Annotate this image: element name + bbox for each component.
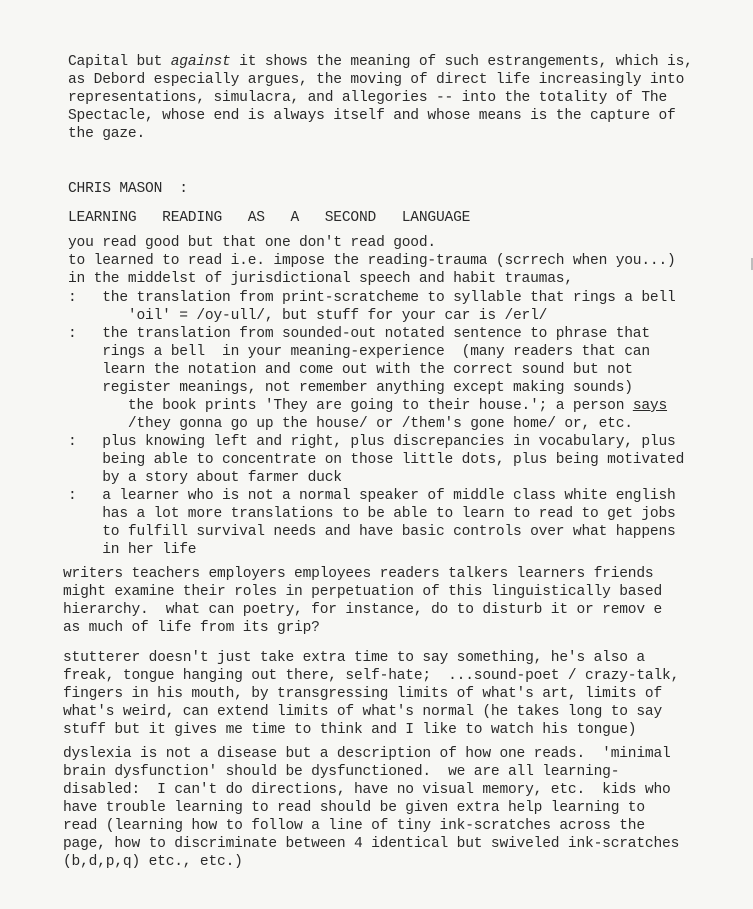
writers-line-4: as much of life from its grip?	[63, 620, 320, 636]
item2-line-3: learn the notation and come out with the correct sound but not	[68, 362, 633, 378]
dyslexia-line-1: dyslexia is not a disease but a description of how one reads. 'minimal	[63, 746, 671, 762]
intro-line-3: representations, simulacra, and allegories -- into the totality of The	[68, 90, 668, 106]
author-name: CHRIS MASON :	[68, 181, 188, 197]
item3-line-1: : plus knowing left and right, plus discrepancies in vocabulary, plus	[68, 434, 676, 450]
dyslexia-line-4: have trouble learning to read should be given extra help learning to	[63, 800, 645, 816]
intro-line-4: Spectacle, whose end is always itself and whose means is the capture of	[68, 108, 676, 124]
opening-line-2: to learned to read i.e. impose the reading-trauma (scrrech when you...)	[68, 253, 676, 269]
dyslexia-line-2: brain dysfunction' should be dysfunctioned. we are all learning-	[63, 764, 620, 780]
opening-line-3: in the middelst of jurisdictional speech and habit traumas,	[68, 271, 573, 287]
underlined-word: says	[632, 398, 668, 414]
item4-line-1: : a learner who is not a normal speaker of middle class white english	[68, 488, 676, 504]
intro-line-2: as Debord especially argues, the moving of direct life increasingly into	[68, 72, 685, 88]
item3-line-3: by a story about farmer duck	[68, 470, 342, 486]
item2-line-2: rings a bell in your meaning-experience (many readers that can	[68, 344, 650, 360]
item1-line-2: 'oil' = /oy-ull/, but stuff for your car is /erl/	[68, 308, 548, 324]
item2-example-line-2: /they gonna go up the house/ or /them's gone home/ or, etc.	[68, 416, 633, 432]
stutterer-line-5: stuff but it gives me time to think and I like to watch his tongue)	[63, 722, 637, 738]
item2-example-line-1: the book prints 'They are going to their house.'; a person says	[68, 398, 668, 414]
writers-line-2: might examine their roles in perpetuation of this linguistically based	[63, 584, 663, 600]
stutterer-line-2: freak, tongue hanging out there, self-hate; ...sound-poet / crazy-talk,	[63, 668, 680, 684]
item2-line-1: : the translation from sounded-out notated sentence to phrase that	[68, 326, 650, 342]
item1-line-1: : the translation from print-scratcheme to syllable that rings a bell	[68, 290, 676, 306]
writers-line-1: writers teachers employers employees readers talkers learners friends	[63, 566, 654, 582]
intro-line-5: the gaze.	[68, 126, 146, 142]
opening-line-1: you read good but that one don't read good.	[68, 235, 436, 251]
emphasized-word: against	[170, 54, 231, 70]
dyslexia-line-7: (b,d,p,q) etc., etc.)	[63, 854, 243, 870]
dyslexia-line-5: read (learning how to follow a line of tiny ink-scratches across the	[63, 818, 645, 834]
stutterer-line-1: stutterer doesn't just take extra time to say something, he's also a	[63, 650, 645, 666]
item4-line-3: to fulfill survival needs and have basic controls over what happens	[68, 524, 676, 540]
article-title: LEARNING READING AS A SECOND LANGUAGE	[68, 210, 471, 226]
item4-line-4: in her life	[68, 542, 197, 558]
writers-line-3: hierarchy. what can poetry, for instance, do to disturb it or remov e	[63, 602, 663, 618]
item2-line-4: register meanings, not remember anything except making sounds)	[68, 380, 633, 396]
item4-line-2: has a lot more translations to be able to learn to read to get jobs	[68, 506, 676, 522]
dyslexia-line-3: disabled: I can't do directions, have no visual memory, etc. kids who	[63, 782, 671, 798]
dyslexia-line-6: page, how to discriminate between 4 identical but swiveled ink-scratches	[63, 836, 680, 852]
intro-line-1: Capital but against it shows the meaning of such estrangements, which is,	[68, 54, 693, 70]
stutterer-line-3: fingers in his mouth, by transgressing limits of what's art, limits of	[63, 686, 663, 702]
item3-line-2: being able to concentrate on those little dots, plus being motivated	[68, 452, 685, 468]
stutterer-line-4: what's weird, can extend limits of what's normal (he takes long to say	[63, 704, 663, 720]
